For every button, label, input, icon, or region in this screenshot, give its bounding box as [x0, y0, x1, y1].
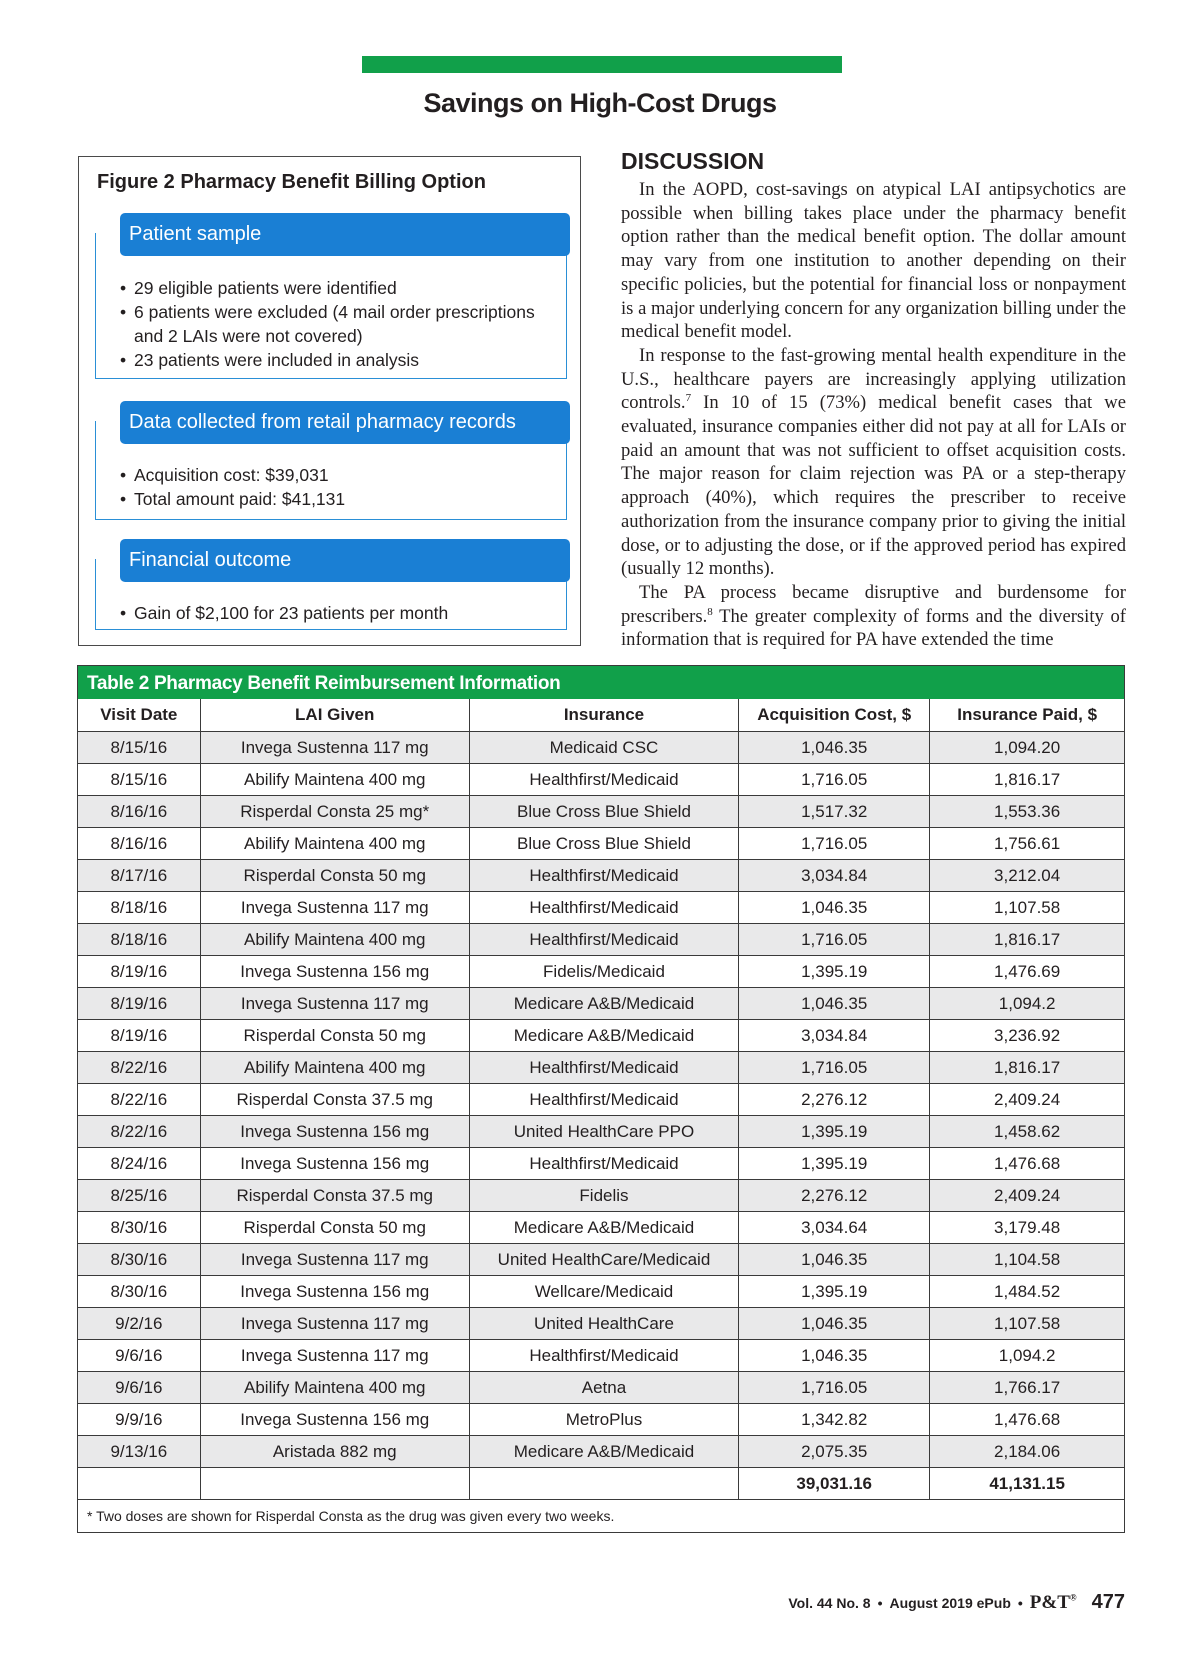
table-row: [78, 892, 1124, 924]
table-cell: Invega Sustenna 156 mg: [200, 1148, 469, 1180]
table-cell: 1,517.32: [739, 796, 930, 828]
column-header: LAI Given: [200, 699, 469, 732]
column-header: Insurance: [469, 699, 738, 732]
table-cell: 8/16/16: [78, 828, 200, 860]
table-cell: Medicare A&B/Medicaid: [469, 988, 738, 1020]
page-number: 477: [1091, 1591, 1125, 1613]
table-row: [78, 1020, 1124, 1052]
table-cell: 8/19/16: [78, 988, 200, 1020]
table-row: [78, 1244, 1124, 1276]
table-cell: Blue Cross Blue Shield: [469, 796, 738, 828]
table-cell: Aetna: [469, 1372, 738, 1404]
table-cell: 1,816.17: [930, 1052, 1124, 1084]
figure-box-data-collected: [95, 411, 567, 520]
table-row: [78, 796, 1124, 828]
table-cell: United HealthCare/Medicaid: [469, 1244, 738, 1276]
empty-cell: [78, 1468, 200, 1500]
table-cell: 1,094.2: [930, 1340, 1124, 1372]
table-cell: 1,046.35: [739, 1244, 930, 1276]
table-cell: 1,046.35: [739, 988, 930, 1020]
bullet-item: • 29 eligible patients were identified: [120, 276, 558, 300]
table-body: [78, 732, 1124, 1500]
table-cell: Medicare A&B/Medicaid: [469, 1436, 738, 1468]
figure-box-patient-sample: [95, 223, 567, 379]
table-cell: Invega Sustenna 156 mg: [200, 1276, 469, 1308]
table-cell: United HealthCare: [469, 1308, 738, 1340]
table-cell: 1,107.58: [930, 892, 1124, 924]
table-cell: MetroPlus: [469, 1404, 738, 1436]
table-row: [78, 1436, 1124, 1468]
table-cell: 3,034.84: [739, 1020, 930, 1052]
table-cell: Healthfirst/Medicaid: [469, 1084, 738, 1116]
table-cell: 1,553.36: [930, 796, 1124, 828]
table-cell: 2,075.35: [739, 1436, 930, 1468]
footer-journal-logo: [1030, 1592, 1077, 1614]
page-title: Savings on High-Cost Drugs: [423, 88, 777, 118]
table-cell: Healthfirst/Medicaid: [469, 1052, 738, 1084]
table-row: [78, 1052, 1124, 1084]
table-row: [78, 828, 1124, 860]
reference-superscript: 8: [707, 605, 713, 618]
table-cell: Healthfirst/Medicaid: [469, 764, 738, 796]
table-cell: 9/2/16: [78, 1308, 200, 1340]
table-cell: Medicaid CSC: [469, 732, 738, 764]
table-cell: 2,184.06: [930, 1436, 1124, 1468]
table-cell: 2,276.12: [739, 1084, 930, 1116]
table-cell: 9/6/16: [78, 1372, 200, 1404]
table-cell: Risperdal Consta 50 mg: [200, 1212, 469, 1244]
table-cell: 1,766.17: [930, 1372, 1124, 1404]
total-cell: 39,031.16: [739, 1468, 930, 1500]
table-cell: 1,476.68: [930, 1404, 1124, 1436]
table-cell: United HealthCare PPO: [469, 1116, 738, 1148]
figure-title: Figure 2 Pharmacy Benefit Billing Option: [97, 171, 486, 193]
table-cell: 1,816.17: [930, 924, 1124, 956]
table-row: [78, 924, 1124, 956]
figure-2: [78, 156, 581, 646]
figure-box-heading: Financial outcome: [120, 539, 570, 582]
bullet-item: • Acquisition cost: $39,031: [120, 463, 558, 487]
discussion-paragraph: [621, 178, 1126, 344]
table-row: [78, 1116, 1124, 1148]
table-cell: Invega Sustenna 117 mg: [200, 1308, 469, 1340]
discussion-paragraph: [621, 344, 1126, 581]
table-cell: Risperdal Consta 25 mg*: [200, 796, 469, 828]
table-cell: Invega Sustenna 156 mg: [200, 1404, 469, 1436]
table-row: [78, 1276, 1124, 1308]
table-cell: Fidelis/Medicaid: [469, 956, 738, 988]
table-cell: 1,107.58: [930, 1308, 1124, 1340]
bullet-item: • Total amount paid: $41,131: [120, 487, 558, 511]
bullet-item: • Gain of $2,100 for 23 patients per month: [120, 601, 558, 625]
table-cell: Invega Sustenna 117 mg: [200, 1340, 469, 1372]
table-cell: Abilify Maintena 400 mg: [200, 1052, 469, 1084]
paragraph-text: In the AOPD, cost-savings on atypical LAI antipsychotics are possible when billing takes place under the pharmacy benefit option rather than the medical benefit option. The dollar amount may vary from one institution to another depending on their specific policies, but the potential for financial loss or nonpayment is a major underlying concern for any organization billing under the medical benefit model.: [621, 179, 1126, 343]
table-cell: Abilify Maintena 400 mg: [200, 828, 469, 860]
table-row: [78, 988, 1124, 1020]
figure-box-heading: Data collected from retail pharmacy records: [120, 401, 570, 444]
journal-name: P&T: [1029, 1592, 1070, 1613]
table-cell: 3,212.04: [930, 860, 1124, 892]
table-cell: Invega Sustenna 117 mg: [200, 1244, 469, 1276]
table-cell: 1,046.35: [739, 1340, 930, 1372]
table-cell: 9/13/16: [78, 1436, 200, 1468]
table-cell: 1,395.19: [739, 1116, 930, 1148]
table-cell: Healthfirst/Medicaid: [469, 1148, 738, 1180]
table-cell: 8/18/16: [78, 892, 200, 924]
table-row: [78, 732, 1124, 764]
table-cell: 1,816.17: [930, 764, 1124, 796]
paragraph-text: In 10 of 15 (73%) medical benefit cases that we evaluated, insurance companies either did not pay at all for LAIs or paid an amount that was not sufficient to offset acquisition costs. The major reason for claim rejection was PA or a step-therapy approach (40%), which requires the prescriber to receive authorization from the insurance company prior to giving the initial dose, or to adjusting the dose, or if the approved period has expired (usually 12 months).: [621, 392, 1126, 580]
table-cell: Fidelis: [469, 1180, 738, 1212]
table-cell: Healthfirst/Medicaid: [469, 860, 738, 892]
table-cell: 1,756.61: [930, 828, 1124, 860]
table-cell: Invega Sustenna 117 mg: [200, 892, 469, 924]
table-cell: 3,236.92: [930, 1020, 1124, 1052]
table-row: [78, 860, 1124, 892]
table-cell: Risperdal Consta 50 mg: [200, 1020, 469, 1052]
table-cell: 8/22/16: [78, 1116, 200, 1148]
table-cell: Risperdal Consta 37.5 mg: [200, 1084, 469, 1116]
table-cell: Invega Sustenna 156 mg: [200, 1116, 469, 1148]
table-cell: 1,342.82: [739, 1404, 930, 1436]
table-row: [78, 1308, 1124, 1340]
discussion-heading: DISCUSSION: [621, 148, 765, 174]
table-row: [78, 956, 1124, 988]
table-cell: 3,034.64: [739, 1212, 930, 1244]
paragraph-text: In response to the fast-growing mental health expenditure in the U.S., healthcare payers are increasingly applying utilization controls.: [621, 344, 1126, 414]
paragraph-text: The PA process became disruptive and burdensome for prescribers.: [621, 581, 1126, 627]
header-accent-bar: [362, 56, 842, 73]
table-cell: 8/25/16: [78, 1180, 200, 1212]
table-cell: 1,104.58: [930, 1244, 1124, 1276]
table-cell: 1,046.35: [739, 1308, 930, 1340]
reimbursement-table: [78, 699, 1124, 1500]
table-cell: 1,716.05: [739, 764, 930, 796]
table-cell: Wellcare/Medicaid: [469, 1276, 738, 1308]
paragraph-text: The greater complexity of forms and the diversity of information that is required for PA have extended the time: [621, 605, 1126, 651]
table-cell: Invega Sustenna 117 mg: [200, 988, 469, 1020]
discussion-body: [621, 178, 1126, 652]
table-cell: Abilify Maintena 400 mg: [200, 764, 469, 796]
footer-separator: •: [877, 1595, 883, 1611]
table-cell: Invega Sustenna 156 mg: [200, 956, 469, 988]
table-cell: 2,276.12: [739, 1180, 930, 1212]
table-cell: 1,458.62: [930, 1116, 1124, 1148]
page-footer: [788, 1591, 1125, 1614]
table-cell: 1,395.19: [739, 956, 930, 988]
table-cell: 1,716.05: [739, 1052, 930, 1084]
total-cell: 41,131.15: [930, 1468, 1124, 1500]
table-row: [78, 1148, 1124, 1180]
footer-volume: Vol. 44 No. 8: [788, 1595, 871, 1611]
table-cell: 1,716.05: [739, 924, 930, 956]
table-cell: 1,395.19: [739, 1148, 930, 1180]
table-cell: 1,476.68: [930, 1148, 1124, 1180]
figure-box-heading: Patient sample: [120, 213, 570, 256]
table-row: [78, 1180, 1124, 1212]
reference-superscript: 7: [685, 392, 692, 405]
table-cell: 9/9/16: [78, 1404, 200, 1436]
footer-date: August 2019 ePub: [889, 1595, 1011, 1611]
table-cell: 8/30/16: [78, 1276, 200, 1308]
bullet-item: • 23 patients were included in analysis: [120, 348, 558, 372]
table-cell: 1,716.05: [739, 828, 930, 860]
table-cell: Abilify Maintena 400 mg: [200, 924, 469, 956]
column-header: Acquisition Cost, $: [739, 699, 930, 732]
table-cell: 8/22/16: [78, 1084, 200, 1116]
table-cell: Invega Sustenna 117 mg: [200, 732, 469, 764]
table-cell: 8/15/16: [78, 764, 200, 796]
table-cell: 8/30/16: [78, 1244, 200, 1276]
table-cell: 1,046.35: [739, 892, 930, 924]
table-row: [78, 1372, 1124, 1404]
table-row: [78, 1404, 1124, 1436]
table-cell: 2,409.24: [930, 1180, 1124, 1212]
table-cell: Healthfirst/Medicaid: [469, 892, 738, 924]
table-footnote: * Two doses are shown for Risperdal Consta as the drug was given every two weeks.: [87, 1508, 615, 1524]
table-cell: 8/19/16: [78, 956, 200, 988]
table-cell: 1,395.19: [739, 1276, 930, 1308]
table-cell: 1,716.05: [739, 1372, 930, 1404]
table-cell: 8/17/16: [78, 860, 200, 892]
table-cell: 8/19/16: [78, 1020, 200, 1052]
table-cell: 8/18/16: [78, 924, 200, 956]
discussion-paragraph: [621, 581, 1126, 652]
table-cell: 1,046.35: [739, 732, 930, 764]
empty-cell: [469, 1468, 738, 1500]
figure-box-bullets: [120, 276, 558, 372]
table-title: Table 2 Pharmacy Benefit Reimbursement Information: [78, 666, 1124, 699]
figure-box-bullets: [120, 463, 558, 511]
table-row: [78, 1084, 1124, 1116]
bullet-item: • 6 patients were excluded (4 mail order prescriptions and 2 LAIs were not covered): [120, 300, 558, 348]
table-cell: 8/22/16: [78, 1052, 200, 1084]
table-cell: 9/6/16: [78, 1340, 200, 1372]
table-cell: 3,179.48: [930, 1212, 1124, 1244]
table-cell: 8/24/16: [78, 1148, 200, 1180]
table-2: [77, 665, 1125, 1533]
registered-mark: ®: [1069, 1592, 1077, 1603]
table-cell: Medicare A&B/Medicaid: [469, 1020, 738, 1052]
table-cell: Risperdal Consta 37.5 mg: [200, 1180, 469, 1212]
table-cell: Blue Cross Blue Shield: [469, 828, 738, 860]
table-cell: 8/15/16: [78, 732, 200, 764]
table-cell: 3,034.84: [739, 860, 930, 892]
table-total-row: [78, 1468, 1124, 1500]
table-cell: Abilify Maintena 400 mg: [200, 1372, 469, 1404]
empty-cell: [200, 1468, 469, 1500]
table-header-row: [78, 699, 1124, 732]
table-row: [78, 764, 1124, 796]
column-header: Visit Date: [78, 699, 200, 732]
table-cell: Healthfirst/Medicaid: [469, 1340, 738, 1372]
table-cell: 1,484.52: [930, 1276, 1124, 1308]
figure-box-bullets: [120, 601, 558, 625]
column-header: Insurance Paid, $: [930, 699, 1124, 732]
footer-separator: •: [1017, 1595, 1023, 1611]
table-row: [78, 1340, 1124, 1372]
table-cell: 1,094.2: [930, 988, 1124, 1020]
table-cell: Healthfirst/Medicaid: [469, 924, 738, 956]
table-cell: Aristada 882 mg: [200, 1436, 469, 1468]
table-cell: 2,409.24: [930, 1084, 1124, 1116]
table-cell: Medicare A&B/Medicaid: [469, 1212, 738, 1244]
table-cell: 8/16/16: [78, 796, 200, 828]
table-cell: 1,094.20: [930, 732, 1124, 764]
table-row: [78, 1212, 1124, 1244]
figure-box-financial-outcome: [95, 549, 567, 630]
table-cell: Risperdal Consta 50 mg: [200, 860, 469, 892]
table-cell: 1,476.69: [930, 956, 1124, 988]
table-cell: 8/30/16: [78, 1212, 200, 1244]
